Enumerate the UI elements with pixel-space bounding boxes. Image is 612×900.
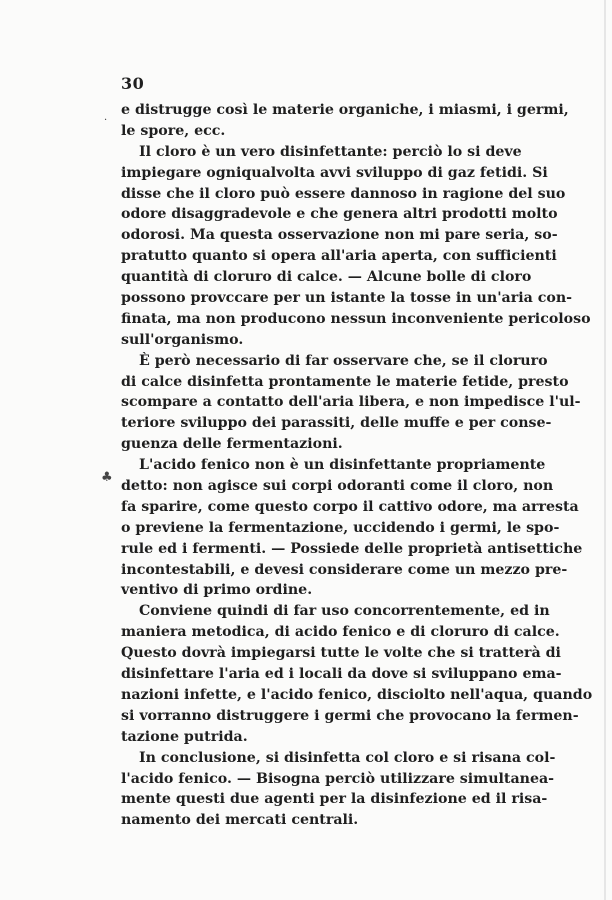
- text-line: impiegare ogniqualvolta avvi sviluppo di gaz fetidi. Si: [121, 164, 548, 181]
- text-line: possono provccare per un istante la tosse in un'aria con-: [121, 290, 573, 307]
- paragraph-first-line: In conclusione, si disinfetta col cloro e si risana col-: [139, 749, 556, 766]
- text-line: pratutto quanto si opera all'aria aperta, con sufficienti: [121, 248, 557, 265]
- text-line: odorosi. Ma questa osservazione non mi pare seria, so-: [121, 227, 558, 244]
- stray-ink-mark: ·: [104, 115, 108, 126]
- text-line: le spore, ecc.: [121, 122, 226, 139]
- text-line: scompare a contatto dell'aria libera, e non impedisce l'ul-: [121, 394, 581, 411]
- text-line: ventivo di primo ordine.: [121, 582, 313, 599]
- paragraph-first-line: È però necessario di far osservare che, se il cloruro: [139, 352, 548, 369]
- paragraph-first-line: L'acido fenico non è un disinfettante propriamente: [139, 457, 546, 474]
- text-line: guenza delle fermentazioni.: [121, 436, 343, 453]
- text-line: e distrugge così le materie organiche, i miasmi, i germi,: [121, 102, 569, 118]
- text-line: maniera metodica, di acido fenico e di cloruro di calce.: [121, 624, 560, 641]
- text-line: fa sparire, come questo corpo il cattivo odore, ma arresta: [121, 498, 579, 515]
- text-line: finata, ma non producono nessun inconveniente pericoloso: [121, 310, 591, 327]
- body-text: [121, 100, 593, 831]
- text-line: disinfettare l'aria ed i locali da dove si sviluppano ema-: [121, 666, 562, 683]
- text-line: rule ed i fermenti. — Possiede delle proprietà antisettiche: [121, 540, 583, 557]
- text-line: quantità di cloruro di calce. — Alcune bolle di cloro: [121, 269, 532, 286]
- text-line: di calce disinfetta prontamente le materie fetide, presto: [121, 373, 569, 390]
- text-line: mente questi due agenti per la disinfezione ed il risa-: [121, 791, 548, 808]
- stray-ink-mark: ♣: [101, 470, 113, 485]
- text-line: l'acido fenico. — Bisogna perciò utilizzare simultanea-: [121, 770, 555, 787]
- page-edge-shadow: [604, 0, 606, 900]
- paragraph-first-line: Conviene quindi di far uso concorrentemente, ed in: [139, 603, 550, 620]
- text-line: si vorranno distruggere i germi che provocano la fermen-: [121, 707, 579, 724]
- text-line: sull'organismo.: [121, 331, 244, 348]
- page-number: 30: [121, 74, 145, 93]
- text-line: o previene la fermentazione, uccidendo i germi, le spo-: [121, 519, 560, 536]
- text-line: incontestabili, e devesi considerare come un mezzo pre-: [121, 561, 568, 578]
- text-line: nazioni infette, e l'acido fenico, disciolto nell'aqua, quando: [121, 686, 593, 703]
- text-line: tazione putrida.: [121, 728, 248, 745]
- paragraph-first-line: Il cloro è un vero disinfettante: perciò lo si deve: [139, 143, 522, 160]
- text-line: odore disaggradevole e che genera altri prodotti molto: [121, 206, 558, 223]
- text-line: Questo dovrà impiegarsi tutte le volte che si tratterà di: [121, 645, 561, 662]
- text-line: namento dei mercati centrali.: [121, 812, 359, 829]
- text-line: teriore sviluppo dei parassiti, delle muffe e per conse-: [121, 415, 552, 432]
- text-line: detto: non agisce sui corpi odoranti come il cloro, non: [121, 478, 554, 495]
- text-line: disse che il cloro può essere dannoso in ragione del suo: [121, 185, 566, 202]
